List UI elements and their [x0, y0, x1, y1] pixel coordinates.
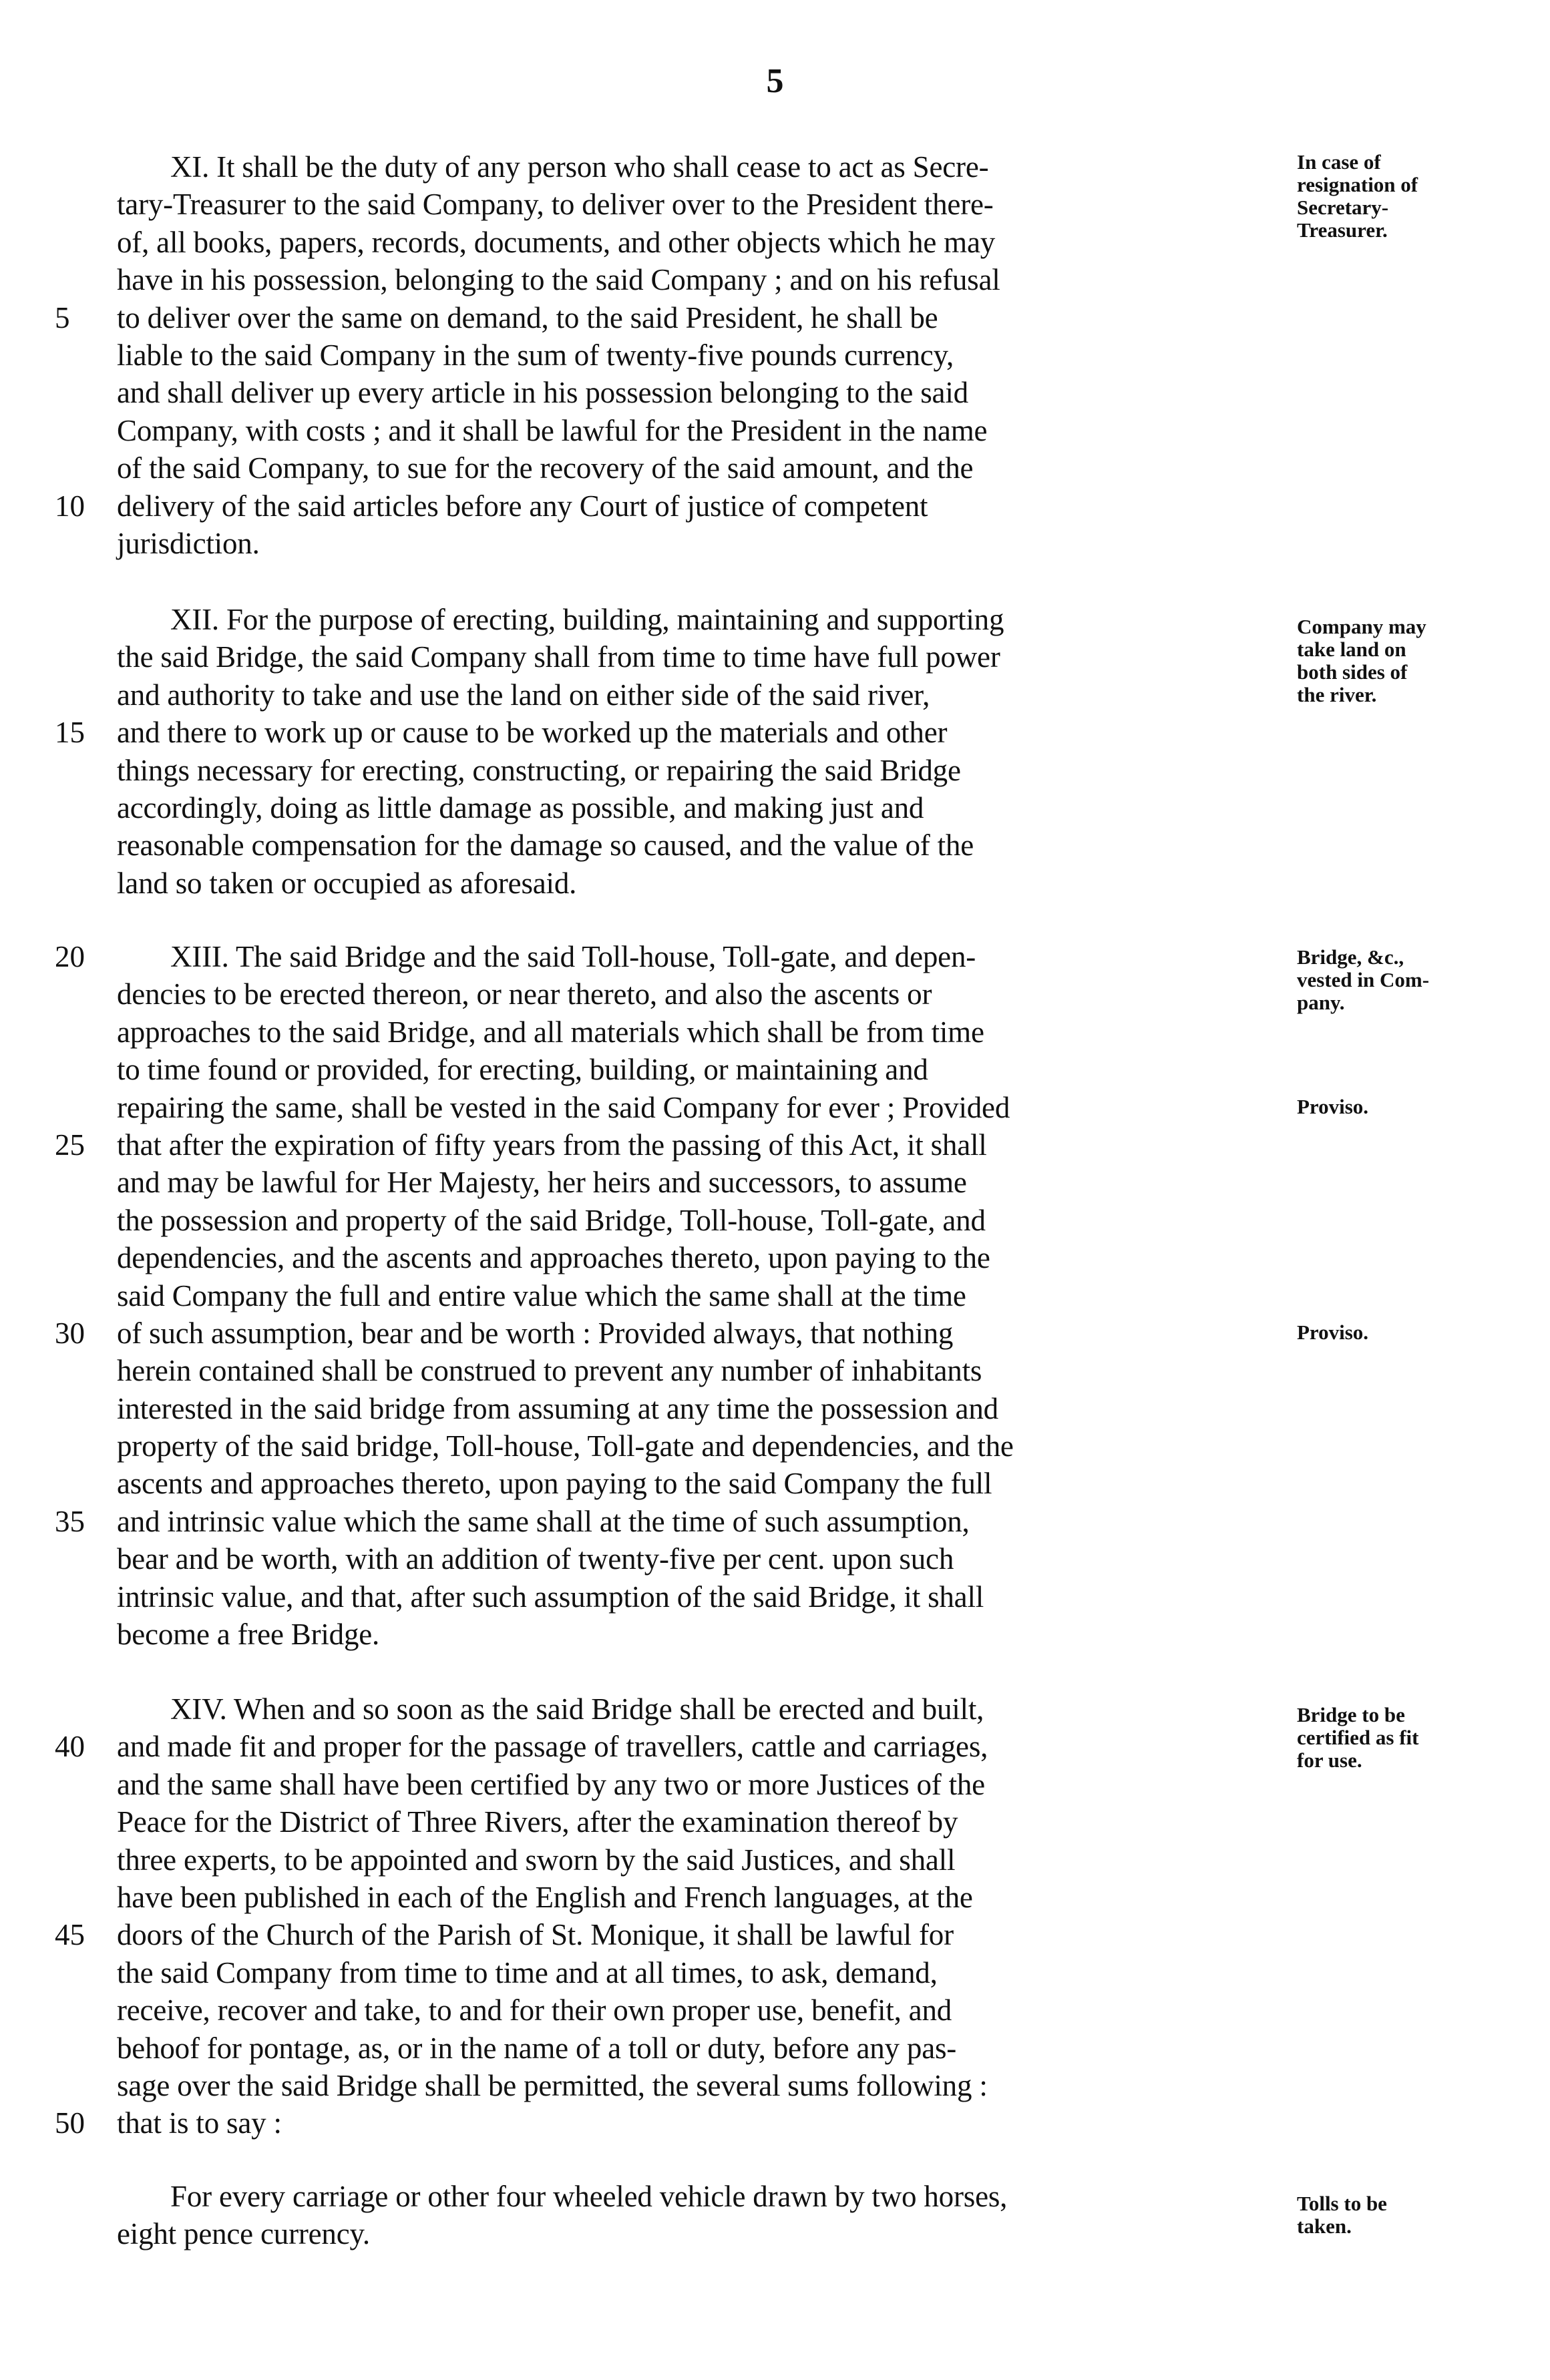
margin-note-line: both sides of: [1297, 660, 1408, 684]
section-xi: [0, 148, 1550, 562]
line-text: and intrinsic value which the same shall at the time of such assumption,: [117, 1504, 970, 1538]
line-text: have been published in each of the English and French languages, at the: [117, 1880, 973, 1914]
text-line: [0, 374, 1550, 411]
line-text: receive, recover and take, to and for their own proper use, benefit, and: [117, 1993, 952, 2028]
margin-note-line: resignation of: [1297, 173, 1418, 196]
text-line: [0, 1540, 1550, 1578]
line-text: and may be lawful for Her Majesty, her heirs and successors, to assume: [117, 1166, 967, 1200]
line-text: repairing the same, shall be vested in the said Company for ever ; Provided: [117, 1090, 1010, 1124]
section-xii: [0, 601, 1550, 902]
margin-note-line: Proviso.: [1297, 1321, 1369, 1344]
line-text: interested in the said bridge from assuming at any time the possession and: [117, 1391, 998, 1425]
line-text: reasonable compensation for the damage so caused, and the value of the: [117, 828, 974, 863]
text-line: [0, 2104, 1550, 2142]
line-text: said Company the full and entire value which the same shall at the time: [117, 1278, 966, 1313]
line-text: intrinsic value, and that, after such assumption of the said Bridge, it shall: [117, 1580, 984, 1614]
margin-note-line: Secretary-: [1297, 196, 1389, 219]
line-text: and shall deliver up every article in his possession belonging to the said: [117, 376, 968, 410]
line-number: 20: [55, 940, 85, 973]
margin-note-line: certified as fit: [1297, 1726, 1419, 1749]
text-line: [0, 714, 1550, 751]
line-text: and there to work up or cause to be worked up the materials and other: [117, 716, 948, 750]
line-number: 35: [55, 1504, 85, 1538]
text-line: [0, 1616, 1550, 1653]
margin-note-line: vested in Com-: [1297, 968, 1430, 991]
line-text: things necessary for erecting, constructing, or repairing the said Bridge: [117, 753, 961, 787]
text-line: [0, 525, 1550, 562]
margin-note-resignation: [1297, 151, 1511, 242]
margin-note-line: Proviso.: [1297, 1095, 1369, 1118]
text-line: [0, 1427, 1550, 1465]
section-xiii: [0, 938, 1550, 1653]
line-text: ascents and approaches thereto, upon paying to the said Company the full: [117, 1467, 992, 1501]
line-number: 40: [55, 1730, 85, 1764]
margin-note-certified: [1297, 1704, 1511, 1772]
line-text: of, all books, papers, records, documents, and other objects which he may: [117, 225, 996, 259]
text-line: [0, 1465, 1550, 1502]
line-text: to deliver over the same on demand, to the said President, he shall be: [117, 300, 938, 334]
line-text: eight pence currency.: [117, 2217, 370, 2251]
margin-note-company-land: [1297, 616, 1511, 706]
text-line: [0, 752, 1550, 789]
line-text: the said Bridge, the said Company shall from time to time have full power: [117, 640, 1000, 674]
margin-note-line: Treasurer.: [1297, 218, 1388, 242]
text-line: [0, 1578, 1550, 1616]
line-text: doors of the Church of the Parish of St. Monique, it shall be lawful for: [117, 1918, 954, 1952]
margin-note-proviso: [1297, 1096, 1511, 1118]
line-text: Peace for the District of Three Rivers, after the examination thereof by: [117, 1805, 958, 1839]
margin-note-line: taken.: [1297, 2214, 1352, 2238]
line-text: bear and be worth, with an addition of twenty-five per cent. upon such: [117, 1542, 954, 1576]
text-line: [0, 1803, 1550, 1841]
line-text: of such assumption, bear and be worth : Provided always, that nothing: [117, 1316, 954, 1350]
text-line: [0, 336, 1550, 374]
page-number: 5: [766, 62, 784, 100]
line-text: dependencies, and the ascents and approaches thereto, upon paying to the: [117, 1241, 990, 1275]
line-number: 50: [55, 2106, 85, 2140]
text-line: [0, 2067, 1550, 2104]
line-text: become a free Bridge.: [117, 1618, 380, 1652]
line-text: dencies to be erected thereon, or near thereto, and also the ascents or: [117, 977, 932, 1011]
line-text: delivery of the said articles before any Court of justice of competent: [117, 489, 928, 523]
text-line: [0, 449, 1550, 487]
line-text: that after the expiration of fifty years from the passing of this Act, it shall: [117, 1128, 987, 1162]
text-line: [0, 865, 1550, 902]
text-line: [0, 789, 1550, 826]
text-line: [0, 1954, 1550, 1991]
text-line: [0, 1991, 1550, 2029]
line-text: property of the said bridge, Toll-house, Toll-gate and dependencies, and the: [117, 1429, 1014, 1463]
line-text: and made fit and proper for the passage of travellers, cattle and carriages,: [117, 1730, 988, 1764]
line-text: XIII. The said Bridge and the said Toll-house, Toll-gate, and depen-: [170, 940, 976, 973]
margin-note-tolls: [1297, 2192, 1511, 2238]
line-text: XIV. When and so soon as the said Bridge shall be erected and built,: [170, 1692, 984, 1726]
line-text: sage over the said Bridge shall be permitted, the several sums following :: [117, 2068, 988, 2102]
line-text: XII. For the purpose of erecting, building, maintaining and supporting: [170, 603, 1004, 636]
line-text: have in his possession, belonging to the said Company ; and on his refusal: [117, 263, 1000, 297]
margin-note-proviso: [1297, 1321, 1511, 1344]
margin-note-line: pany.: [1297, 991, 1345, 1014]
line-number: 15: [55, 716, 85, 750]
text-line: [0, 2030, 1550, 2067]
line-text: XI. It shall be the duty of any person who shall cease to act as Secre-: [170, 150, 989, 184]
margin-note-line: Company may: [1297, 615, 1426, 638]
line-text: and the same shall have been certified by any two or more Justices of the: [117, 1767, 985, 1801]
margin-note-line: the river.: [1297, 683, 1377, 706]
text-line: [0, 1916, 1550, 1953]
line-text: Company, with costs ; and it shall be lawful for the President in the name: [117, 413, 988, 447]
text-line: [0, 1352, 1550, 1389]
line-text: approaches to the said Bridge, and all materials which shall be from time: [117, 1015, 984, 1049]
text-line: [0, 487, 1550, 525]
text-line: [0, 1051, 1550, 1088]
line-number: 45: [55, 1918, 85, 1952]
line-number: 5: [55, 300, 70, 334]
margin-note-line: Bridge, &c.,: [1297, 945, 1404, 969]
line-text: the said Company from time to time and at all times, to ask, demand,: [117, 1955, 938, 1989]
text-line: [0, 1202, 1550, 1239]
section-xiv: [0, 1690, 1550, 2142]
text-line: [0, 1841, 1550, 1879]
margin-note-bridge-vested: [1297, 946, 1511, 1014]
line-text: accordingly, doing as little damage as possible, and making just and: [117, 790, 924, 824]
text-line: [0, 826, 1550, 864]
line-number: 25: [55, 1128, 85, 1162]
line-number: 10: [55, 489, 85, 523]
line-text: tary-Treasurer to the said Company, to deliver over to the President there-: [117, 188, 994, 222]
text-line: [0, 261, 1550, 298]
line-number: 30: [55, 1316, 85, 1350]
text-line: [0, 1164, 1550, 1201]
line-text: three experts, to be appointed and sworn by the said Justices, and shall: [117, 1843, 956, 1877]
margin-note-line: Tolls to be: [1297, 2192, 1387, 2215]
margin-note-line: Bridge to be: [1297, 1703, 1405, 1726]
text-line: [0, 1503, 1550, 1540]
margin-note-line: In case of: [1297, 150, 1381, 174]
text-line: [0, 412, 1550, 449]
text-line: [0, 1013, 1550, 1051]
line-text: of the said Company, to sue for the recovery of the said amount, and the: [117, 451, 974, 485]
line-text: herein contained shall be construed to prevent any number of inhabitants: [117, 1354, 982, 1388]
section-tolls: [0, 2178, 1550, 2253]
line-text: the possession and property of the said Bridge, Toll-house, Toll-gate, and: [117, 1203, 986, 1237]
text-line: [0, 1390, 1550, 1427]
line-text: that is to say :: [117, 2106, 282, 2140]
line-text: jurisdiction.: [117, 526, 260, 560]
margin-note-line: take land on: [1297, 638, 1406, 661]
text-line: [0, 1126, 1550, 1164]
line-text: to time found or provided, for erecting, building, or maintaining and: [117, 1053, 928, 1087]
line-text: For every carriage or other four wheeled vehicle drawn by two horses,: [170, 2180, 1008, 2213]
line-text: land so taken or occupied as aforesaid.: [117, 866, 577, 900]
text-line: [0, 1277, 1550, 1315]
line-text: and authority to take and use the land on either side of the said river,: [117, 678, 930, 712]
text-line: [0, 299, 1550, 336]
text-line: [0, 1239, 1550, 1276]
line-text: liable to the said Company in the sum of twenty-five pounds currency,: [117, 338, 954, 372]
margin-note-line: for use.: [1297, 1748, 1362, 1772]
text-line: [0, 1879, 1550, 1916]
line-text: behoof for pontage, as, or in the name of a toll or duty, before any pas-: [117, 2031, 957, 2065]
